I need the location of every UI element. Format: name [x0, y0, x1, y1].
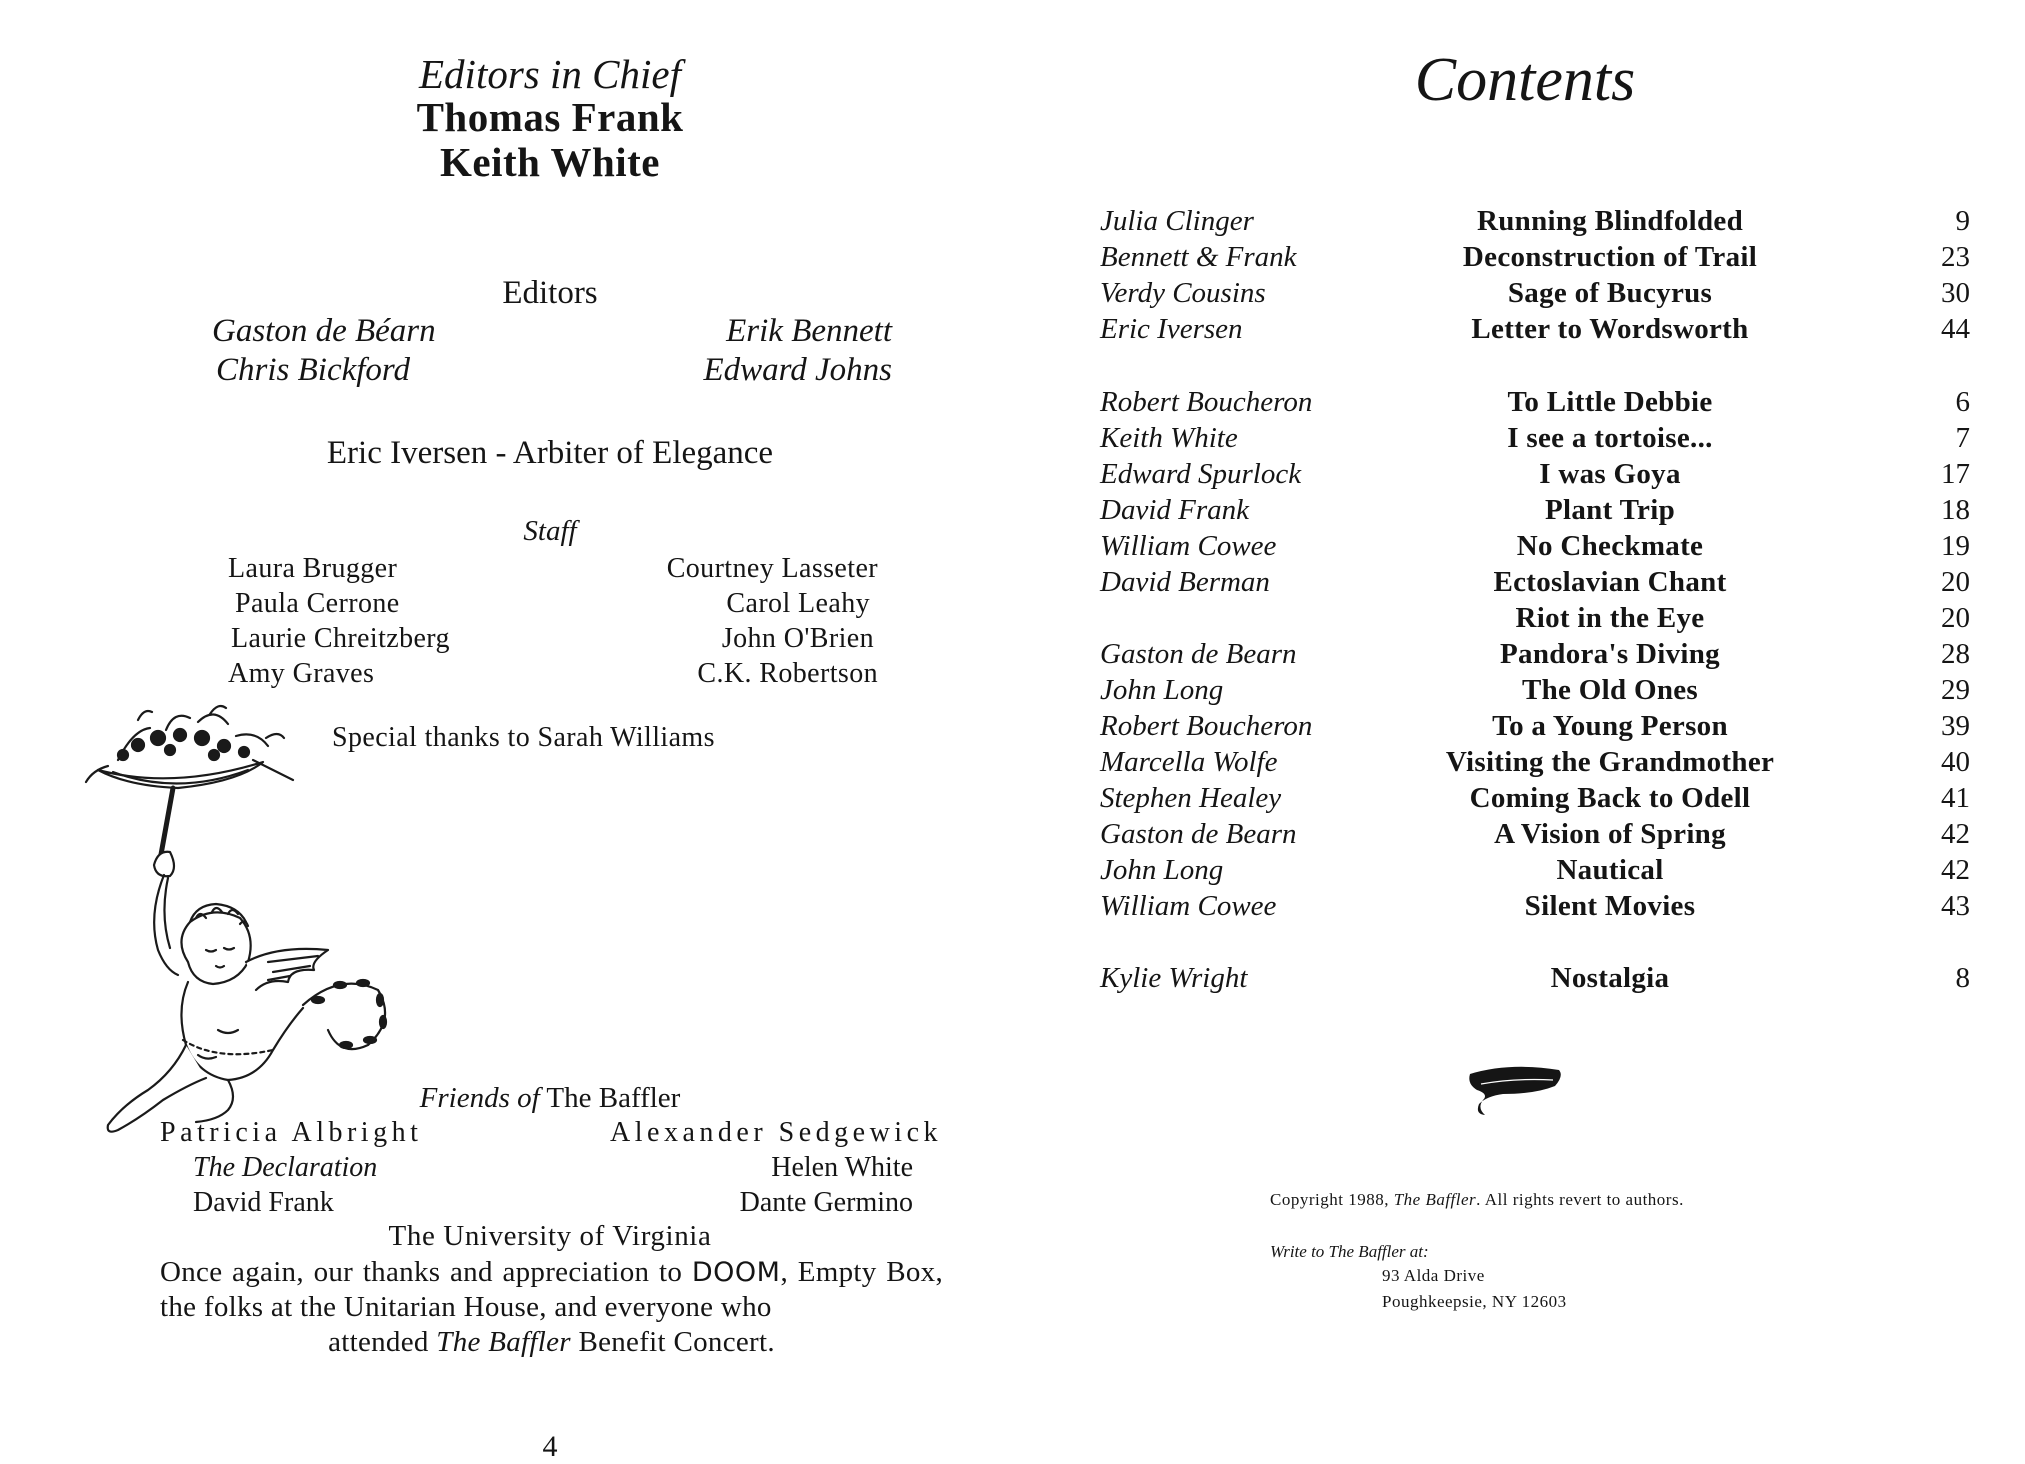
- arbiter-of-elegance: Eric Iversen - Arbiter of Elegance: [326, 435, 774, 471]
- toc-author: Keith White: [1100, 422, 1238, 454]
- toc-page: 20: [1941, 602, 1970, 634]
- closing-part-3: attended: [328, 1326, 429, 1358]
- toc-row: [1100, 710, 1970, 746]
- toc-page: 42: [1941, 818, 1970, 850]
- toc-page: 17: [1941, 458, 1970, 490]
- toc-author: David Berman: [1100, 566, 1270, 598]
- friend-right-2: Helen White: [771, 1152, 913, 1183]
- doom-band-name: DOOM: [691, 1257, 781, 1288]
- toc-page: 40: [1941, 746, 1970, 778]
- toc-row: [1100, 313, 1970, 349]
- toc-page: 20: [1941, 566, 1970, 598]
- friend-left-3: David Frank: [193, 1187, 334, 1218]
- toc-row: [1100, 962, 1970, 998]
- toc-row: [1100, 422, 1970, 458]
- toc-author: Eric Iversen: [1100, 313, 1243, 345]
- friends-label-prefix: Friends of: [419, 1082, 540, 1114]
- closing-last-line: [160, 1325, 943, 1360]
- toc-author: Julia Clinger: [1100, 205, 1254, 237]
- toc-author: Gaston de Bearn: [1100, 638, 1297, 670]
- toc-title[interactable]: Visiting the Grandmother: [1445, 746, 1775, 778]
- staff-left-2: Paula Cerrone: [235, 588, 400, 619]
- page-number: 4: [542, 1430, 558, 1463]
- closing-part-4: Benefit Concert.: [578, 1326, 775, 1358]
- toc-title[interactable]: Running Blindfolded: [1476, 205, 1744, 237]
- address-line-2: Poughkeepsie, NY 12603: [1382, 1292, 1567, 1311]
- friend-right-1: Alexander Sedgewick: [610, 1117, 942, 1148]
- staff-left-1: Laura Brugger: [228, 553, 398, 584]
- toc-author: John Long: [1100, 854, 1224, 886]
- toc-author: Verdy Cousins: [1100, 277, 1266, 309]
- toc-page: 30: [1941, 277, 1970, 309]
- toc-author: William Cowee: [1100, 530, 1277, 562]
- toc-row: [1100, 566, 1970, 602]
- toc-page: 28: [1941, 638, 1970, 670]
- toc-page: 29: [1941, 674, 1970, 706]
- closing-part-1: Once again, our thanks and appreciation to: [160, 1256, 683, 1288]
- toc-title[interactable]: Nostalgia: [1550, 962, 1670, 994]
- closing-thanks: [160, 1255, 943, 1360]
- toc-title[interactable]: Silent Movies: [1524, 890, 1696, 922]
- cap-icon: [1465, 1060, 1565, 1118]
- toc-author: Bennett & Frank: [1100, 241, 1297, 273]
- address-line-1: 93 Alda Drive: [1382, 1266, 1485, 1285]
- toc-page: 8: [1955, 962, 1970, 994]
- toc-author: Marcella Wolfe: [1100, 746, 1278, 778]
- toc-row: [1100, 241, 1970, 277]
- toc-title[interactable]: Nautical: [1556, 854, 1664, 886]
- toc-page: 18: [1941, 494, 1970, 526]
- toc-page: 41: [1941, 782, 1970, 814]
- cherub-with-torch-illustration: [78, 700, 438, 1140]
- toc-title[interactable]: Riot in the Eye: [1515, 602, 1705, 634]
- toc-row: [1100, 782, 1970, 818]
- toc-title[interactable]: Sage of Bucyrus: [1507, 277, 1713, 309]
- toc-row: [1100, 530, 1970, 566]
- toc-author: Kylie Wright: [1100, 962, 1248, 994]
- toc-title[interactable]: Plant Trip: [1544, 494, 1676, 526]
- copyright-suffix: . All rights revert to authors.: [1476, 1190, 1684, 1209]
- toc-title[interactable]: To Little Debbie: [1507, 386, 1713, 418]
- closing-baffler: The Baffler: [436, 1326, 571, 1358]
- toc-author: Gaston de Bearn: [1100, 818, 1297, 850]
- toc-row: [1100, 458, 1970, 494]
- copyright-prefix: Copyright 1988,: [1270, 1190, 1389, 1209]
- editors-label: Editors: [502, 275, 598, 311]
- staff-left-3: Laurie Chreitzberg: [231, 623, 450, 654]
- toc-row: [1100, 602, 1970, 638]
- toc-author: Edward Spurlock: [1100, 458, 1302, 490]
- staff-right-3: John O'Brien: [721, 623, 874, 654]
- editors-in-chief-label: Editors in Chief: [419, 51, 681, 97]
- copyright-baffler: The Baffler: [1393, 1190, 1477, 1209]
- chief-editor-1: Thomas Frank: [416, 94, 684, 140]
- toc-title[interactable]: Deconstruction of Trail: [1462, 241, 1758, 273]
- toc-row: [1100, 746, 1970, 782]
- toc-author: David Frank: [1100, 494, 1249, 526]
- toc-title[interactable]: Ectoslavian Chant: [1493, 566, 1727, 598]
- toc-row: [1100, 890, 1970, 926]
- toc-row: [1100, 386, 1970, 422]
- toc-title[interactable]: Coming Back to Odell: [1469, 782, 1751, 814]
- toc-row: [1100, 818, 1970, 854]
- toc-page: 43: [1941, 890, 1970, 922]
- staff-left-4: Amy Graves: [228, 658, 375, 689]
- chief-editor-2: Keith White: [440, 139, 660, 185]
- staff-right-2: Carol Leahy: [726, 588, 870, 619]
- toc-author: Robert Boucheron: [1100, 386, 1313, 418]
- toc-page: 6: [1955, 386, 1970, 418]
- staff-label: Staff: [523, 515, 577, 547]
- university-of-virginia: The University of Virginia: [388, 1220, 712, 1252]
- special-thanks: Special thanks to Sarah Williams: [332, 722, 715, 753]
- toc-title[interactable]: I see a tortoise...: [1507, 422, 1713, 454]
- toc-title[interactable]: To a Young Person: [1492, 710, 1728, 742]
- friend-left-2: The Declaration: [193, 1152, 378, 1183]
- toc-title[interactable]: I was Goya: [1539, 458, 1681, 490]
- toc-row: [1100, 277, 1970, 313]
- toc-author: John Long: [1100, 674, 1224, 706]
- staff-right-1: Courtney Lasseter: [666, 553, 878, 584]
- editor-left-1: Gaston de Béarn: [212, 313, 436, 349]
- friends-label: [200, 1082, 900, 1115]
- friends-label-suffix: The Baffler: [546, 1082, 681, 1114]
- toc-row: [1100, 854, 1970, 890]
- toc-page: 19: [1941, 530, 1970, 562]
- editor-left-2: Chris Bickford: [216, 352, 411, 388]
- toc-row: [1100, 494, 1970, 530]
- toc-page: 44: [1941, 313, 1970, 345]
- toc-author: Robert Boucheron: [1100, 710, 1313, 742]
- toc-author: William Cowee: [1100, 890, 1277, 922]
- toc-author: Stephen Healey: [1100, 782, 1282, 814]
- toc-title[interactable]: No Checkmate: [1516, 530, 1704, 562]
- editor-right-2: Edward Johns: [703, 352, 892, 388]
- toc-title[interactable]: A Vision of Spring: [1494, 818, 1726, 850]
- friend-right-3: Dante Germino: [739, 1187, 913, 1218]
- write-to-label: Write to The Baffler at:: [1270, 1242, 1429, 1261]
- contents-title: Contents: [1414, 46, 1636, 114]
- toc-row: [1100, 205, 1970, 241]
- toc-title[interactable]: The Old Ones: [1521, 674, 1699, 706]
- toc-page: 7: [1955, 422, 1970, 454]
- toc-page: 23: [1941, 241, 1970, 273]
- closing-part-2: , Empty Box, the folks at the Unitarian House, and everyone who: [160, 1256, 944, 1323]
- toc-title[interactable]: Letter to Wordsworth: [1471, 313, 1749, 345]
- toc-title[interactable]: Pandora's Diving: [1500, 638, 1720, 670]
- toc-row: [1100, 674, 1970, 710]
- editor-right-1: Erik Bennett: [726, 313, 892, 349]
- staff-right-4: C.K. Robertson: [697, 658, 878, 689]
- friend-left-1: Patricia Albright: [160, 1117, 423, 1148]
- copyright-notice: [1270, 1190, 1684, 1210]
- toc-page: 39: [1941, 710, 1970, 742]
- toc-row: [1100, 638, 1970, 674]
- toc-page: 42: [1941, 854, 1970, 886]
- toc-page: 9: [1955, 205, 1970, 237]
